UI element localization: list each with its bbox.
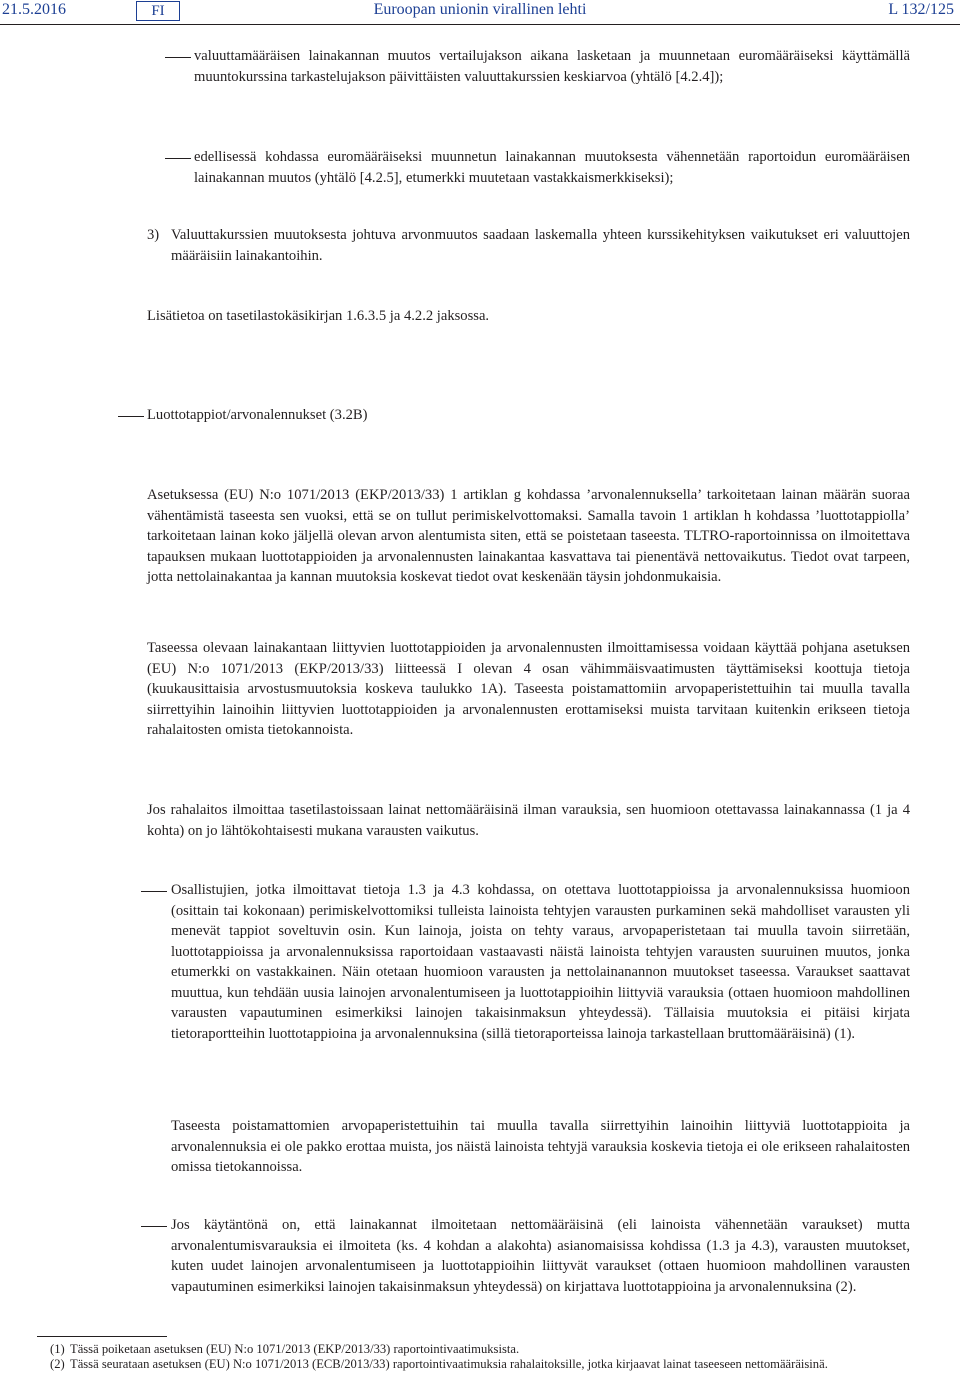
list-item-body: Jos käytäntönä on, että lainakannat ilmoitetaan nettomääräisinä (eli lainoista vähennetään varaukset) mutta arvonalentumisvarauksia ei ilmoiteta (ks. 4 kohdan a alakohta) asianomaisissa kohdissa (1.3 ja 4.3), varausten muutokset, kuten uudet lainojen arvonalentumiseen ja luottotappioihin liittyvät varaukset (ottaen huomioon mahdollinen varausten vapautuminen esimerkiksi lainojen takaisinmaksun yhteydessä) on kirjattava luottotappioina ja arvonalennuksina: [171, 1217, 910, 1295]
list-item-3: [171, 225, 910, 266]
list-item-dash-4: [171, 1215, 910, 1297]
list-item-body: Osallistujien, jotka ilmoittavat tietoja 1.3 ja 4.3 kohdassa, on otettava luottotappioissa ja arvonalennuksissa huomioon (osittain tai kokonaan) perimiskelvottomiksi tulleista lainoista tehtyjen varausten purkaminen sekä mahdolliset varausten yli menevät tappiot soveltuvin osin. Kun lainoja, joista on tehty varaus, arvopaperistetaan tai muulla tavoin siirretään, luottotappioissa ja arvonalennuksissa raportoidaan vastaavasti näistä lainoista tehtyjen varausten suuruinen muutos, jonka etumerkki on vastakkainen. Näin otetaan huomioon varausten ja nettolainanannon muutokset taseessa. Varaukset saattavat muuttua, kun tehdään uusia lainojen arvonalentumiseen ja luottotappioihin liittyviä varauksia (ottaen huomioon mahdollinen varausten vapautuminen esimerkiksi lainojen takaisinmaksun yhteydessä). Tällaisia muutoksia ei pitäisi kirjata tietoraportteihin luottotappioina ja arvonalennuksina (sillä tietoraporteissa lainoja tarkastellaan bruttomääräisinä): [171, 882, 910, 1042]
footnote-2: [50, 1356, 910, 1373]
list-item-number: 3): [147, 227, 160, 243]
list-item-dash-1: [194, 46, 910, 87]
page-header: [0, 0, 960, 26]
publication-date: 21.5.2016: [2, 1, 66, 18]
list-item-dash-2: [194, 147, 910, 188]
list-item-text: [171, 1215, 910, 1297]
list-item-text: Valuuttakurssien muutoksesta johtuva arvonmuutos saadaan laskemalla yhteen kurssikehityksen vaikutukset eri valuuttojen määräisiin lainakantoihin.: [171, 227, 910, 264]
page-number: L 132/125: [888, 1, 954, 18]
paragraph-3: [147, 800, 910, 841]
footnote-ref: (1).: [834, 1025, 856, 1042]
footnote-mark: (2): [50, 1357, 65, 1371]
dash-marker: [141, 1226, 167, 1227]
dash-marker: [165, 158, 191, 159]
list-item-text: edellisessä kohdassa euromääräiseksi muunnetun lainakannan muutoksesta vähennetään raportoidun euromääräisen lainakannan muutos (yhtälö [4.2.5], etumerkki muutetaan vastakkaismerkkiseksi);: [194, 149, 910, 186]
dash-marker: [165, 57, 191, 58]
paragraph-text: Taseessa olevaan lainakantaan liittyvien luottotappioiden ja arvonalennusten ilmoittamisessa voidaan käyttää pohjana asetuksen (EU) N:o 1071/2013 (EKP/2013/33) liitteessä I olevan 4 osan vähimmäisvaatimusten täyttämiseksi koottuja tietoja (kuukausittaisia arvostusmuutoksia koskeva taulukko 1A). Taseesta poistamattomiin arvopaperistettuihin tai muulla tavalla siirrettyihin lainoihin liittyvien luottotappioiden ja arvonalennusten erottamiseksi muista tarvitaan kuitenkin erikseen tietoja rahalaitosten omista tietokannoista.: [147, 640, 910, 738]
footnote-text: Tässä poiketaan asetuksen (EU) N:o 1071/2013 (EKP/2013/33) raportointivaatimuksista.: [70, 1342, 520, 1356]
footnote-ref: (2).: [835, 1278, 857, 1295]
dash-marker: [141, 891, 167, 892]
reference-note: [147, 306, 910, 327]
footnote-divider: [37, 1336, 167, 1337]
paragraph-4: [171, 1116, 910, 1178]
paragraph-text: Taseesta poistamattomien arvopaperistettuihin tai muulla tavalla siirrettyihin lainoihin liittyviä luottotappioita ja arvonalennuksia ei ole pakko erottaa muista, jos näistä lainoista tehtyjä varauksia koskevia tietoja ei ole erikseen rahalaitosten omissa tietokannoissa.: [171, 1118, 910, 1175]
paragraph-2: [147, 638, 910, 741]
list-item-dash-3: [171, 880, 910, 1044]
list-item-text: [171, 880, 910, 1044]
paragraph-text: Asetuksessa (EU) N:o 1071/2013 (EKP/2013/33) 1 artiklan g kohdassa ’arvonalennuksella’ tarkoitetaan lainan määrän suoraa vähentämistä taseesta sen vuoksi, että se on tullut perimiskelvottomaksi. Samalla tavoin 1 artiklan h kohdassa ’luottotappiolla’ tarkoitetaan lainan koko jäljellä olevan arvon alentumista siten, että se poistetaan taseesta. TLTRO-raportoinnissa on ilmoitettava tapauksen mukaan luottotappioiden ja arvonalennusten lainakantaa kasvattava tai pienentävä nettovaikutus. Tiedot ovat tarpeen, jotta nettolainakantaa ja kannan muutoksia koskevat tiedot ovat keskenään täysin johdonmukaisia.: [147, 487, 910, 585]
language-badge: FI: [136, 1, 180, 21]
list-item-text: valuuttamääräisen lainakannan muutos vertailujakson aikana lasketaan ja muunnetaan euromääräiseksi käyttämällä muuntokurssina tarkastelujakson päivittäisten valuuttakurssien keskiarvoa (yhtälö [4.2.4]);: [194, 48, 910, 85]
footnote-text: Tässä seurataan asetuksen (EU) N:o 1071/2013 (ECB/2013/33) raportointivaatimuksia rahalaitoksille, jotka kirjaavat lainat taseeseen nettomääräisinä.: [70, 1357, 828, 1371]
section-heading: [147, 405, 910, 426]
paragraph-1: [147, 485, 910, 588]
reference-note-text: Lisätietoa on tasetilastokäsikirjan 1.6.3.5 ja 4.2.2 jaksossa.: [147, 308, 490, 324]
journal-title: Euroopan unionin virallinen lehti: [373, 1, 587, 18]
dash-marker: [118, 416, 144, 417]
footnote-mark: (1): [50, 1342, 65, 1356]
paragraph-text: Jos rahalaitos ilmoittaa tasetilastoissaan lainat nettomääräisinä ilman varauksia, sen huomioon otettavassa lainakannassa (1 ja 4 kohta) on jo lähtökohtaisesti mukana varausten vaikutus.: [147, 802, 910, 839]
header-divider: [0, 24, 960, 25]
section-heading-text: Luottotappiot/arvonalennukset (3.2B): [147, 407, 368, 423]
